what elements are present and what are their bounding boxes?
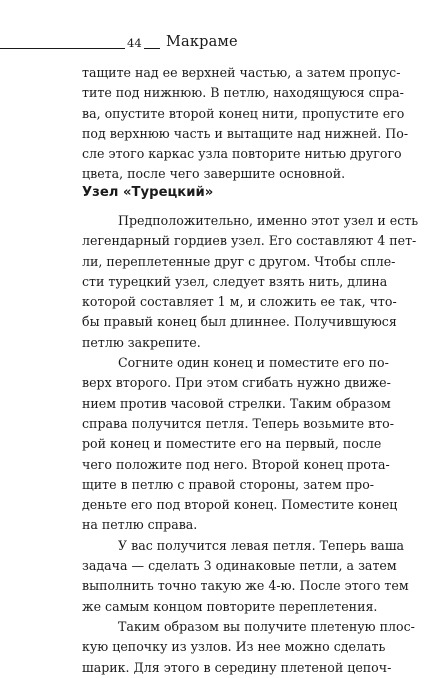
text-line: задача — сделать 3 одинаковые петли, а затем — [82, 558, 397, 574]
paragraph — [82, 536, 409, 617]
text-line: Таким образом вы получите плетеную плос- — [118, 618, 415, 634]
paragraph — [82, 617, 415, 678]
text-line: шарик. Для этого в середину плетеной цепоч- — [82, 659, 392, 675]
text-line: ва, опустите второй конец нити, пропустите его — [82, 105, 405, 121]
section-body — [82, 211, 419, 678]
text-line: выполнить точно такую же 4-ю. После этого тем — [82, 578, 409, 594]
running-header — [0, 36, 426, 56]
text-line: ли, переплетенные друг с другом. Чтобы спле- — [82, 253, 396, 269]
page-number: 44 — [127, 36, 142, 50]
text-line: тите под нижнюю. В петлю, находящуюся спра- — [82, 85, 404, 101]
text-line: деньте его под второй конец. Поместите конец — [82, 497, 398, 513]
text-line: У вас получится левая петля. Теперь ваша — [118, 537, 405, 553]
text-line: легендарный гордиев узел. Его составляют 4 пет- — [82, 233, 417, 249]
paragraph — [82, 211, 419, 353]
running-title: Макраме — [166, 34, 238, 50]
text-line: кую цепочку из узлов. Из нее можно сделать — [82, 639, 386, 655]
text-line: рой конец и поместите его на первый, после — [82, 436, 382, 452]
text-line: же самым концом повторите переплетения. — [82, 598, 378, 614]
paragraph — [82, 353, 398, 536]
text-line: под верхнюю часть и вытащите над нижней. По- — [82, 125, 409, 141]
text-line: сле этого каркас узла повторите нитью другого — [82, 146, 402, 162]
text-line: справа получится петля. Теперь возьмите вто- — [82, 415, 394, 431]
text-line: нием против часовой стрелки. Таким образом — [82, 395, 391, 411]
text-line: цвета, после чего завершите основной. — [82, 166, 346, 182]
text-line: чего положите под него. Второй конец прота- — [82, 456, 390, 472]
text-line: Предположительно, именно этот узел и есть — [118, 213, 419, 228]
text-line: тащите над ее верхней частью, а затем пропус- — [82, 65, 401, 80]
text-line: сти турецкий узел, следует взять нить, длина — [82, 273, 388, 289]
text-line: верх второго. При этом сгибать нужно движе- — [82, 375, 391, 391]
text-line: щите в петлю с правой стороны, затем про- — [82, 476, 375, 492]
text-line: которой составляет 1 м, и сложить ее так, что- — [82, 294, 397, 310]
text-line: бы правый конец был длиннее. Получившуюся — [82, 314, 397, 330]
continuation-paragraph — [82, 63, 409, 185]
text-line: петлю закрепите. — [82, 334, 201, 350]
text-line: на петлю справа. — [82, 517, 198, 533]
text-line: Согните один конец и поместите его по- — [118, 355, 389, 371]
section-heading: Узел «Турецкий» — [82, 185, 214, 200]
